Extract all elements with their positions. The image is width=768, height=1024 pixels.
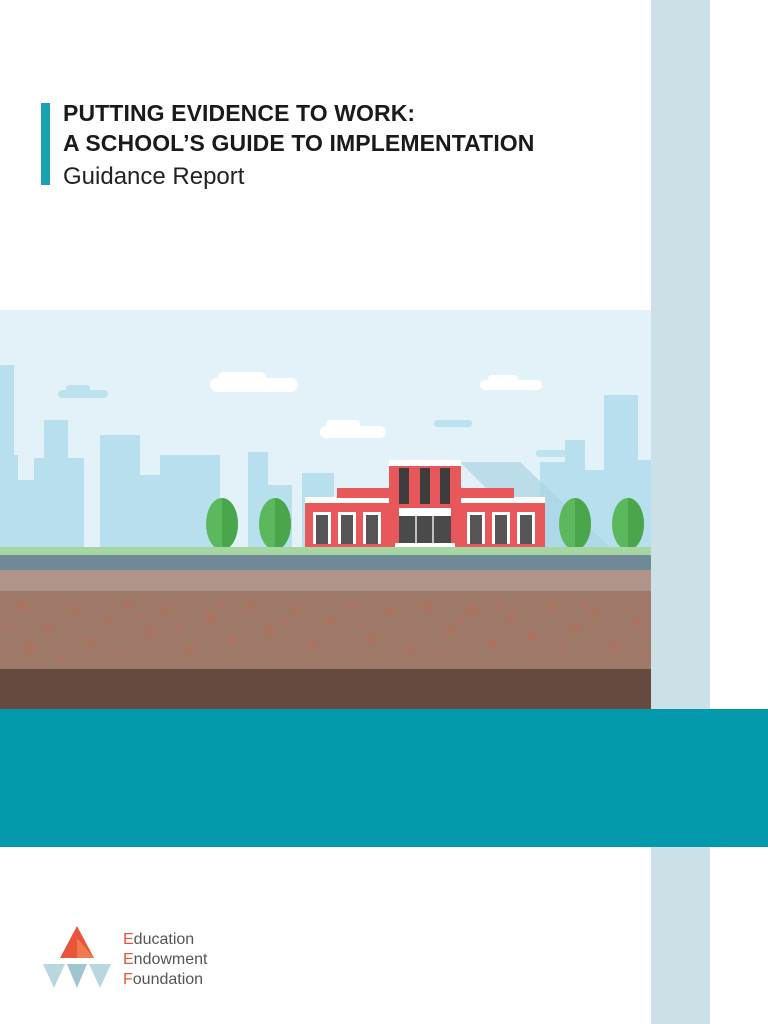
topsoil xyxy=(0,570,651,591)
organization-name xyxy=(123,930,208,990)
teal-band xyxy=(0,709,768,847)
report-subtitle: Guidance Report xyxy=(63,163,245,190)
org-name-line-1: Education xyxy=(123,931,195,948)
road xyxy=(0,555,651,570)
report-title-line-1: PUTTING EVIDENCE TO WORK: xyxy=(63,100,416,126)
bedrock xyxy=(0,669,651,709)
title-accent-bar xyxy=(41,103,50,185)
org-name-line-2: Endowment xyxy=(123,951,208,968)
report-title-line-2: A SCHOOL’S GUIDE TO IMPLEMENTATION xyxy=(63,130,535,156)
school-illustration xyxy=(0,310,651,709)
title-block xyxy=(63,98,643,194)
grass xyxy=(0,547,651,555)
side-stripe xyxy=(651,0,710,1024)
org-name-line-3: Foundation xyxy=(123,971,204,988)
eef-triangle-logo-icon xyxy=(42,924,112,990)
